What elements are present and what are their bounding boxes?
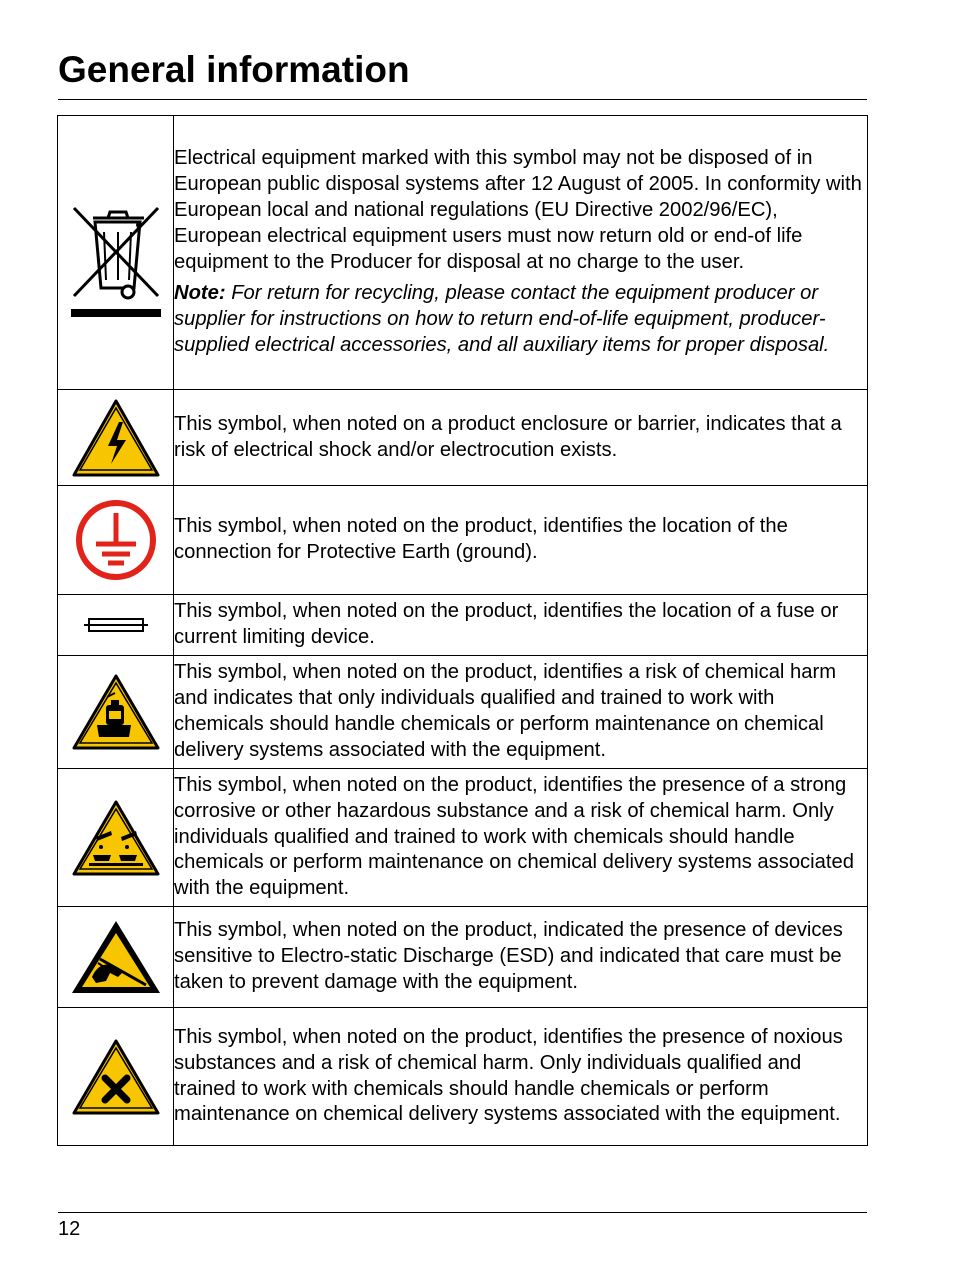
symbol-description: This symbol, when noted on the product, identifies a risk of chemical harm and indicates that only individuals qualified and trained to work with chemicals should handle chemicals or perform maintenance on chemical delivery systems associated with the equipment.	[174, 661, 837, 761]
table-row	[58, 390, 868, 486]
table-row	[58, 486, 868, 595]
symbol-description: This symbol, when noted on the product, identifies the location of the connection for Protective Earth (ground).	[174, 515, 788, 563]
table-row	[58, 116, 868, 390]
symbols-table	[57, 115, 868, 1146]
note	[174, 281, 867, 358]
table-row	[58, 595, 868, 656]
chemical-hazard-icon	[58, 673, 173, 751]
corrosive-hazard-icon	[58, 799, 173, 877]
table-row	[58, 769, 868, 907]
table-row	[58, 1008, 868, 1146]
weee-crossed-bin-icon	[58, 188, 173, 318]
footer-divider	[58, 1212, 867, 1213]
title-divider	[58, 99, 867, 100]
electrical-shock-warning-icon	[58, 398, 173, 478]
fuse-icon	[58, 615, 173, 635]
symbol-description: This symbol, when noted on the product, indicated the presence of devices sensitive to Electro-static Discharge (ESD) and indicated that care must be taken to prevent damage with the equipment.	[174, 919, 843, 993]
symbol-description: This symbol, when noted on the product, identifies the location of a fuse or current limiting device.	[174, 600, 839, 648]
noxious-substance-icon	[58, 1038, 173, 1116]
note-label: Note:	[174, 282, 226, 305]
note-text: For return for recycling, please contact the equipment producer or supplier for instructions on how to return end-of-life equipment, producer-supplied electrical accessories, and all auxiliary items for proper disposal.	[174, 282, 830, 356]
page-number: 12	[58, 1218, 81, 1240]
esd-sensitive-icon	[58, 919, 173, 995]
protective-earth-icon	[58, 498, 173, 582]
symbol-description: This symbol, when noted on the product, identifies the presence of noxious substances and a risk of chemical harm. Only individuals qualified and trained to work with chemicals should handle chemicals or perform maintenance on chemical delivery systems associated with the equipment.	[174, 1025, 843, 1126]
symbol-description: Electrical equipment marked with this symbol may not be disposed of in European public disposal systems after 12 August of 2005. In conformity with European local and national regulations (EU Directive 2002/96/EC), European electrical equipment users must now return old or end-of life equipment to the Producer for disposal at no charge to the user.	[174, 147, 862, 273]
page-title: General information	[58, 49, 410, 90]
table-row	[58, 907, 868, 1008]
table-row	[58, 656, 868, 769]
symbol-description: This symbol, when noted on the product, identifies the presence of a strong corrosive or other hazardous substance and a risk of chemical harm. Only individuals qualified and trained to work with chemicals should handle chemicals or perform maintenance on chemical delivery systems associated with the equipment.	[174, 774, 854, 900]
symbol-description: This symbol, when noted on a product enclosure or barrier, indicates that a risk of electrical shock and/or electrocution exists.	[174, 412, 842, 461]
